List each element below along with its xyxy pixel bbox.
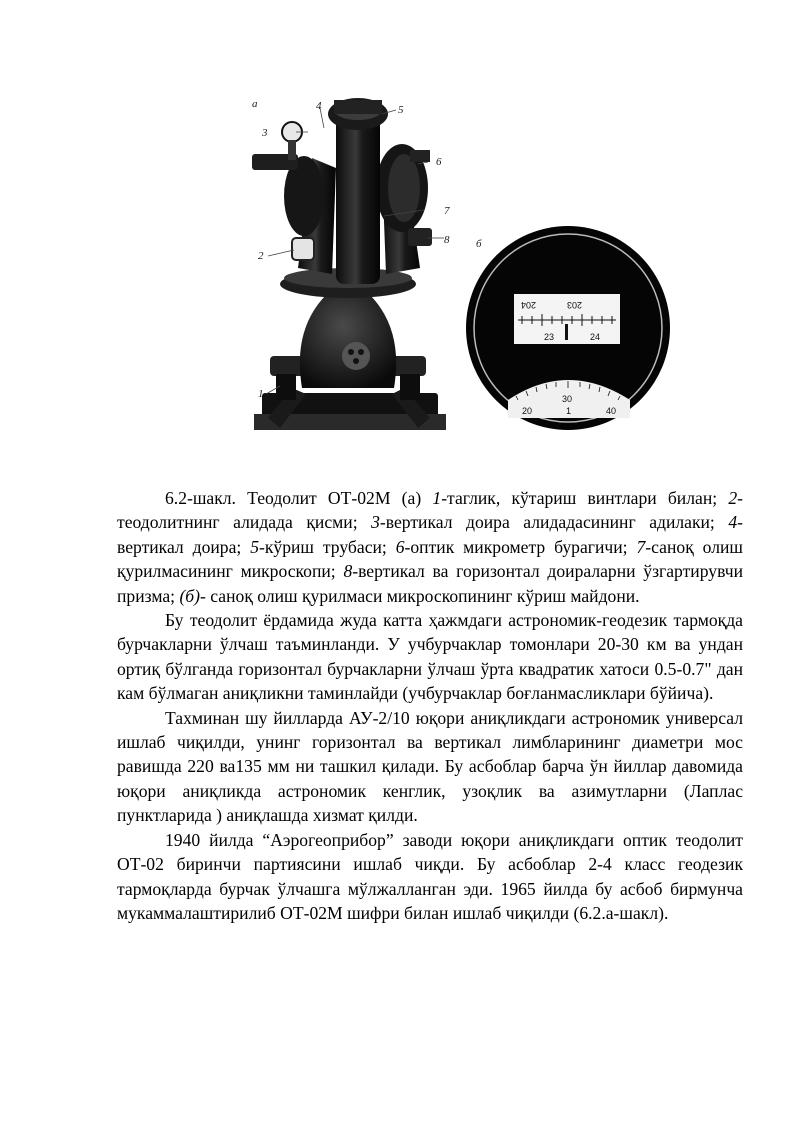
caption-num-4: 4 <box>728 512 738 533</box>
callout-8: 8 <box>444 234 450 246</box>
panel-a-label: а <box>252 98 258 110</box>
scale-bottom-number-23: 23 <box>544 332 555 342</box>
caption-item-6: -оптик микрометр бурагичи; <box>404 536 637 557</box>
caption-item-2: -теодолитнинг алидада қисми; <box>117 488 743 533</box>
scale-bottom-number-24: 24 <box>590 332 601 342</box>
caption-num-7: 7 <box>636 536 646 557</box>
caption-num-5: 5 <box>250 536 260 557</box>
micrometer-number-20: 20 <box>522 406 533 416</box>
callout-4: 4 <box>316 100 322 112</box>
caption-num-3: 3 <box>371 512 380 533</box>
caption-num-b: (б) <box>179 585 201 606</box>
callout-6: 6 <box>436 156 442 168</box>
callout-2: 2 <box>258 250 264 262</box>
caption-item-5: -кўриш трубаси; <box>259 536 396 557</box>
caption-item-1: -таглик, кўтариш винтлари билан; <box>441 488 729 508</box>
callout-7: 7 <box>444 205 450 217</box>
caption-lead: 6.2-шакл. Теодолит ОТ-02М (а) <box>165 488 433 508</box>
callout-1: 1 <box>258 388 264 400</box>
scale-top-number-204: 204 <box>520 300 536 310</box>
paragraph-1: Бу теодолит ёрдамида жуда катта ҳажмдаги астрономик-геодезик тармоқда бурчакларни ўлчаш таъминланди. У учбурчаклар томонлари 20-30 км ва ундан ортиқ бўлганда горизонтал бурчакларни ўлчаш ўрта квадратик хатоси 0.5-0.7" дан кам бўлмаган аниқликни таминлайди (учбурчаклар боғланмасликлари бўйича). <box>117 610 743 704</box>
microscope-field-of-view <box>464 224 672 434</box>
paragraph-2: Тахминан шу йилларда АУ-2/10 юқори аниқликдаги астрономик универсал ишлаб чиқилди, унинг горизонтал ва вертикал лимбларининг диаметри мос равишда 220 ва135 мм ни ташкил қилади. Бу асбоблар барча ўн йиллар давомида юқори аниқликда астрономик кенглик, узоқлик ва азимутларни (Лаплас пунктларида ) аниқлашда хизмат қилди. <box>117 707 743 826</box>
paragraph-3: 1940 йилда “Аэрогеоприбор” заводи юқори аниқликдаги оптик теодолит ОТ-02 биринчи партиясини ишлаб чиқди. Бу асбоблар 2-4 класс геодезик тармоқларда бурчак ўлчашга мўлжалланган эди. 1965 йилда бу асбоб бирмунча мукаммалаштирилиб ОТ-02М шифри билан ишлаб чиқилди (6.2.а-шакл). <box>117 829 743 923</box>
theodolite-photo <box>232 88 464 444</box>
callout-3: 3 <box>262 127 268 139</box>
caption-num-8: 8 <box>343 561 353 582</box>
micrometer-number-40: 40 <box>606 406 617 416</box>
caption-item-b: - саноқ олиш қурилмаси микроскопининг кўриш майдони. <box>200 585 640 606</box>
caption-item-7: -саноқ олиш қурилмасининг микроскопи; <box>117 536 743 582</box>
micrometer-number-1: 1 <box>566 406 572 416</box>
figure-caption <box>117 486 743 608</box>
panel-b-label: б <box>476 238 482 250</box>
caption-item-4: -вертикал доира; <box>117 512 743 557</box>
scale-top-number-203: 203 <box>566 300 582 310</box>
caption-num-2: 2 <box>728 488 738 508</box>
caption-item-3: -вертикал доира алидадасининг адилаки; <box>379 512 729 533</box>
figure <box>0 0 800 460</box>
micrometer-number-30: 30 <box>562 394 573 404</box>
caption-item-8: -вертикал ва горизонтал доираларни ўзгартирувчи призма; <box>117 561 743 606</box>
caption-num-6: 6 <box>395 536 405 557</box>
body-text <box>117 486 743 925</box>
caption-num-1: 1 <box>432 488 442 508</box>
callout-5: 5 <box>398 104 404 116</box>
